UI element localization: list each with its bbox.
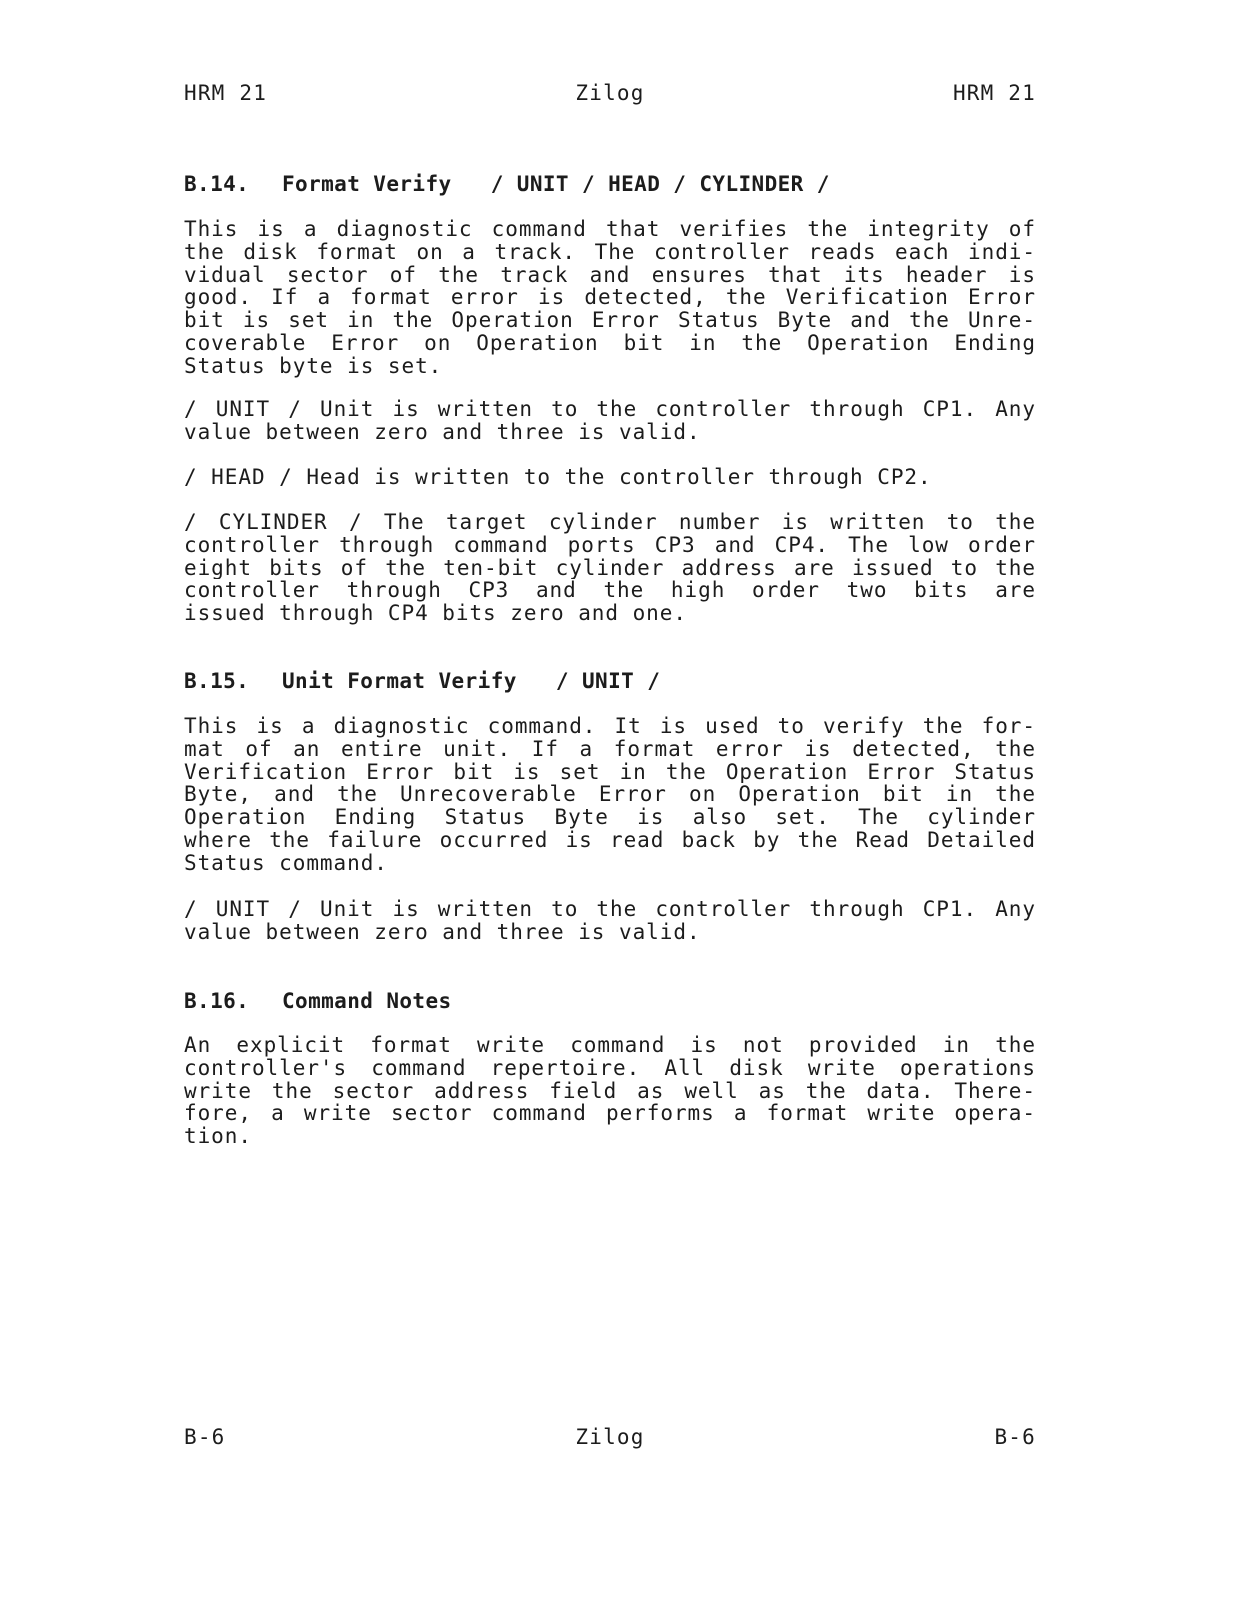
paragraph [184,1034,1036,1148]
paragraph [184,466,1036,489]
text-line: mat of an entire unit. If a format error is detected, the [184,737,1036,761]
section-title: Command Notes [282,989,452,1013]
section-number: B.15. [184,669,250,693]
header-right-label: HRM 21 [952,81,1036,105]
paragraph [184,511,1036,625]
text-line: coverable Error on Operation bit in the Operation Ending [184,331,1036,355]
text-line: write the sector address field as well as the data. There- [184,1079,1036,1103]
text-line: vidual sector of the track and ensures that its header is [184,263,1036,287]
running-header [184,78,1036,108]
text-line: Status command. [184,851,388,875]
text-line: Operation Ending Status Byte is also set. The cylinder [184,806,1036,829]
text-line: This is a diagnostic command that verifies the integrity of [184,218,1036,241]
header-left-label: HRM 21 [184,81,268,105]
paragraph [184,715,1036,875]
section-number: B.14. [184,172,250,196]
text-line: issued through CP4 bits zero and one. [184,602,687,625]
text-line: Status byte is set. [184,354,443,378]
running-footer [184,1422,1036,1452]
text-line: Verification Error bit is set in the Operation Error Status [184,760,1036,784]
section-number: B.16. [184,989,250,1013]
section-heading-b16 [184,986,1036,1016]
text-line: controller through CP3 and the high order two bits are [184,579,1036,603]
section-heading-b14 [184,169,1036,199]
section-title: Format Verify / UNIT / HEAD / CYLINDER / [282,172,830,196]
text-line: This is a diagnostic command. It is used to verify the for- [184,715,1036,738]
section-heading-b15 [184,666,1036,696]
text-line: fore, a write sector command performs a format write opera- [184,1102,1036,1126]
header-center-label: Zilog [575,81,645,105]
text-line: eight bits of the ten-bit cylinder address are issued to the [184,556,1036,580]
text-line: / UNIT / Unit is written to the controller through CP1. Any [184,898,1036,921]
text-line: the disk format on a track. The controller reads each indi- [184,240,1036,264]
paragraph [184,218,1036,378]
footer-center-label: Zilog [575,1425,645,1449]
text-line: An explicit format write command is not provided in the [184,1034,1036,1057]
footer-right-label: B-6 [994,1425,1036,1449]
text-line: Byte, and the Unrecoverable Error on Operation bit in the [184,783,1036,807]
text-line: tion. [184,1125,252,1148]
text-line: good. If a format error is detected, the Verification Error [184,286,1036,310]
text-line: where the failure occurred is read back by the Read Detailed [184,828,1036,852]
section-title: Unit Format Verify / UNIT / [282,669,661,693]
text-line: bit is set in the Operation Error Status Byte and the Unre- [184,309,1036,332]
text-line: / HEAD / Head is written to the controller through CP2. [184,466,932,489]
paragraph [184,898,1036,944]
text-line: / UNIT / Unit is written to the controller through CP1. Any [184,398,1036,421]
text-line: value between zero and three is valid. [184,920,701,944]
text-line: / CYLINDER / The target cylinder number is written to the [184,511,1036,534]
text-line: controller through command ports CP3 and CP4. The low order [184,533,1036,557]
text-line: controller's command repertoire. All disk write operations [184,1056,1036,1080]
text-line: value between zero and three is valid. [184,420,701,444]
footer-left-label: B-6 [184,1425,226,1449]
paragraph [184,398,1036,444]
